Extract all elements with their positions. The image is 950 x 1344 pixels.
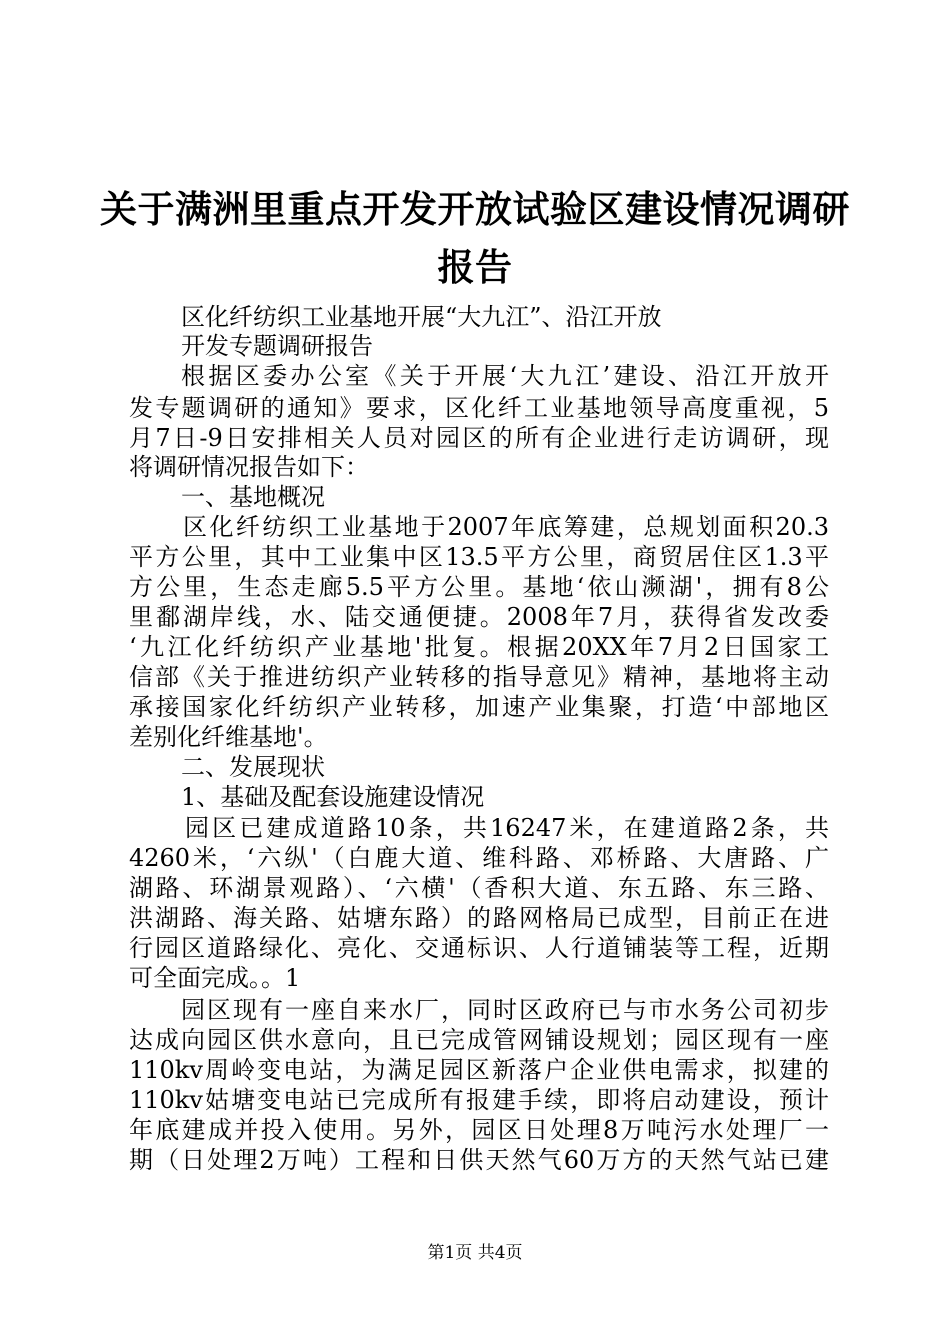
body-line: 4260米，‘六纵'（白鹿大道、维科路、邓桥路、大唐路、广 — [129, 844, 829, 872]
body-line: 信部《关于推进纺织产业转移的指导意见》精神，基地将主动 — [129, 663, 829, 691]
body-line: 湖路、环湖景观路）、‘六横'（香积大道、东五路、东三路、 — [129, 874, 829, 902]
body-line: 根据区委办公室《关于开展‘大九江’建设、沿江开放开 — [181, 362, 829, 390]
body-line: 区化纤纺织工业基地开展“大九江”、沿江开放 — [181, 303, 662, 331]
body-line: 开发专题调研报告 — [181, 332, 373, 360]
body-line: 园区已建成道路10条，共16247米，在建道路2条，共 — [185, 814, 829, 842]
body-line: 行园区道路绿化、亮化、交通标识、人行道铺装等工程，近期 — [129, 934, 829, 962]
body-line: 年底建成并投入使用。另外，园区日处理8万吨污水处理厂一 — [129, 1116, 829, 1144]
subsection-heading: 1、基础及配套设施建设情况 — [181, 783, 485, 811]
page-number-footer: 第1页 共4页 — [427, 1243, 523, 1263]
body-line: 发专题调研的通知》要求，区化纤工业基地领导高度重视，5 — [129, 394, 829, 422]
body-line: 110kv姑塘变电站已完成所有报建手续，即将启动建设，预计 — [129, 1086, 829, 1114]
body-line: 差别化纤维基地'。 — [129, 723, 328, 751]
body-line: 月7日-9日安排相关人员对园区的所有企业进行走访调研，现 — [129, 424, 829, 452]
body-line: 洪湖路、海关路、姑塘东路）的路网格局已成型，目前正在进 — [129, 904, 829, 932]
body-line: 将调研情况报告如下： — [129, 453, 369, 481]
section-heading: 二、发展现状 — [181, 753, 325, 781]
body-line: 方公里，生态走廊5.5平方公里。基地‘依山濒湖'，拥有8公 — [129, 573, 829, 601]
body-line: 区化纤纺织工业基地于2007年底筹建，总规划面积20.3 — [183, 513, 829, 541]
document-title-line-1: 关于满洲里重点开发开放试验区建设情况调研 — [100, 188, 850, 231]
body-line: 期（日处理2万吨）工程和日供天然气60万方的天然气站已建 — [129, 1146, 829, 1174]
body-line: 可全面完成。。1 — [129, 964, 301, 992]
section-heading: 一、基地概况 — [181, 483, 325, 511]
body-line: 承接国家化纤纺织产业转移，加速产业集聚，打造‘中部地区 — [129, 693, 829, 721]
document-title-line-2: 报告 — [437, 246, 513, 289]
body-line: ‘九江化纤纺织产业基地'批复。根据20XX年7月2日国家工 — [129, 633, 829, 661]
body-line: 里鄱湖岸线，水、陆交通便捷。2008年7月，获得省发改委 — [129, 603, 829, 631]
body-line: 110kv周岭变电站，为满足园区新落户企业供电需求，拟建的 — [129, 1056, 829, 1084]
body-line: 园区现有一座自来水厂，同时区政府已与市水务公司初步 — [181, 996, 829, 1024]
body-line: 达成向园区供水意向，且已完成管网铺设规划；园区现有一座 — [129, 1026, 829, 1054]
body-line: 平方公里，其中工业集中区13.5平方公里，商贸居住区1.3平 — [129, 543, 829, 571]
